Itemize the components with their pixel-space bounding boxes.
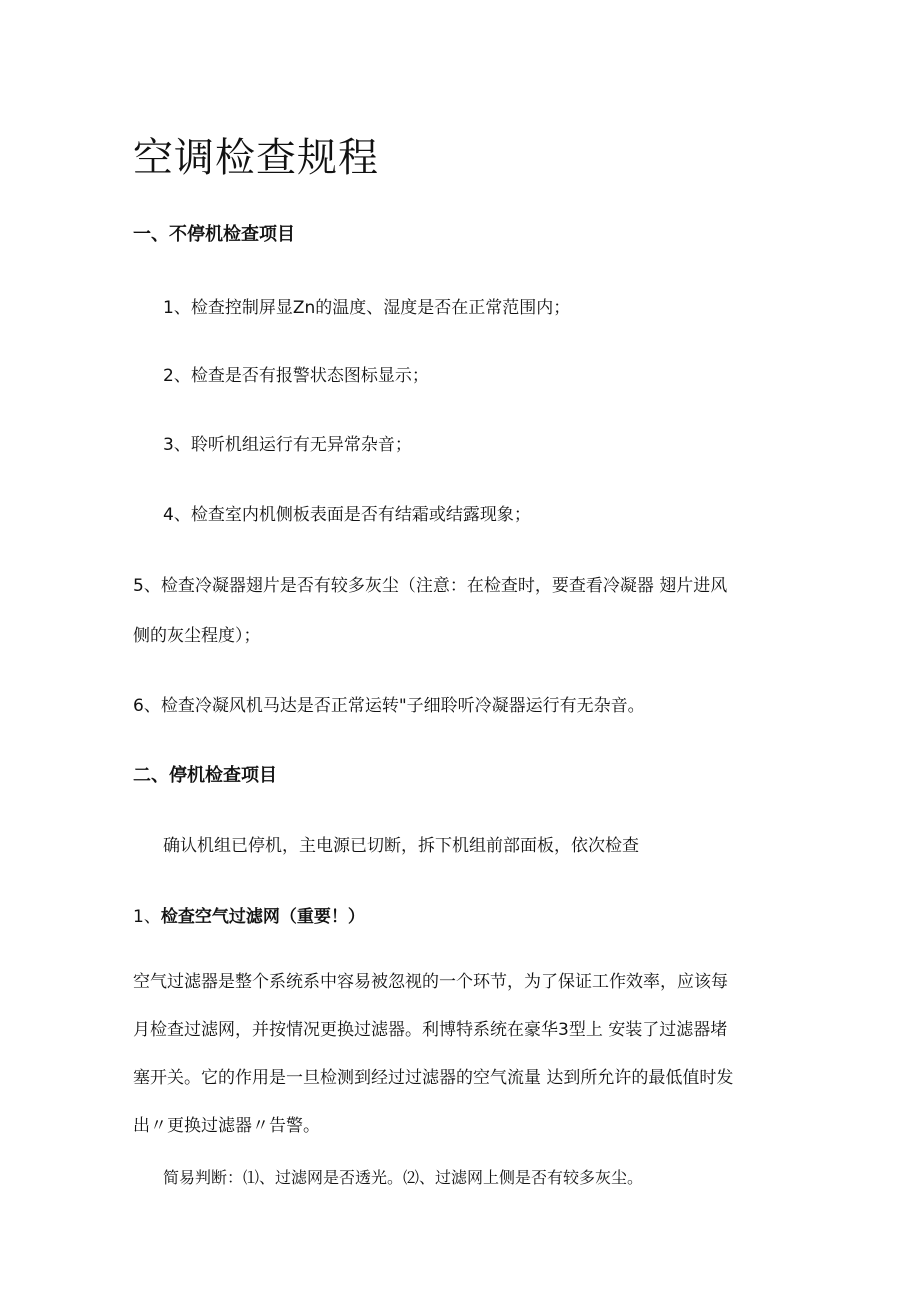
section-intro: 确认机组已停机，主电源已切断，拆下机组前部面板，依次检查 [163,836,639,856]
sub-heading-number: 1、 [133,907,161,927]
section-heading-stopped-checks: 二、停机检查项目 [133,765,277,786]
simple-check-note: 简易判断：⑴、过滤网是否透光。⑵、过滤网上侧是否有较多灰尘。 [163,1168,644,1187]
list-item-5-line-2: 侧的灰尘程度）； [133,626,261,646]
sub-heading-air-filter [133,902,365,927]
list-item: 6、检查冷凝风机马达是否正常运转"子细聆听冷凝器运行有无杂音。 [133,696,645,716]
list-item: 1、检查控制屏显Zn的温度、湿度是否在正常范围内； [163,298,571,318]
air-filter-paragraph [133,958,793,1150]
section-heading-running-checks: 一、不停机检查项目 [133,224,295,245]
list-item: 4、检查室内机侧板表面是否有结霜或结露现象； [163,505,531,525]
paragraph-line: 出〃更换过滤器〃告警。 [133,1116,320,1136]
paragraph-line: 塞开关。它的作用是一旦检测到经过过滤器的空气流量 达到所允许的最低值时发 [133,1068,734,1088]
sub-heading-label: 检查空气过滤网（重要！） [160,907,365,927]
page-title: 空调检查规程 [133,135,379,181]
list-item: 3、聆听机组运行有无异常杂音； [163,435,412,455]
list-item: 2、检查是否有报警状态图标显示； [163,366,429,386]
list-item-5-line-1: 5、检查冷凝器翅片是否有较多灰尘（注意：在检查时，要查看冷凝器 翅片进风 [133,576,728,596]
paragraph-line: 空气过滤器是整个系统系中容易被忽视的一个环节，为了保证工作效率，应该每 [133,972,728,992]
paragraph-line: 月检查过滤网，并按情况更换过滤器。利博特系统在豪华3型上 安装了过滤器堵 [133,1020,728,1040]
